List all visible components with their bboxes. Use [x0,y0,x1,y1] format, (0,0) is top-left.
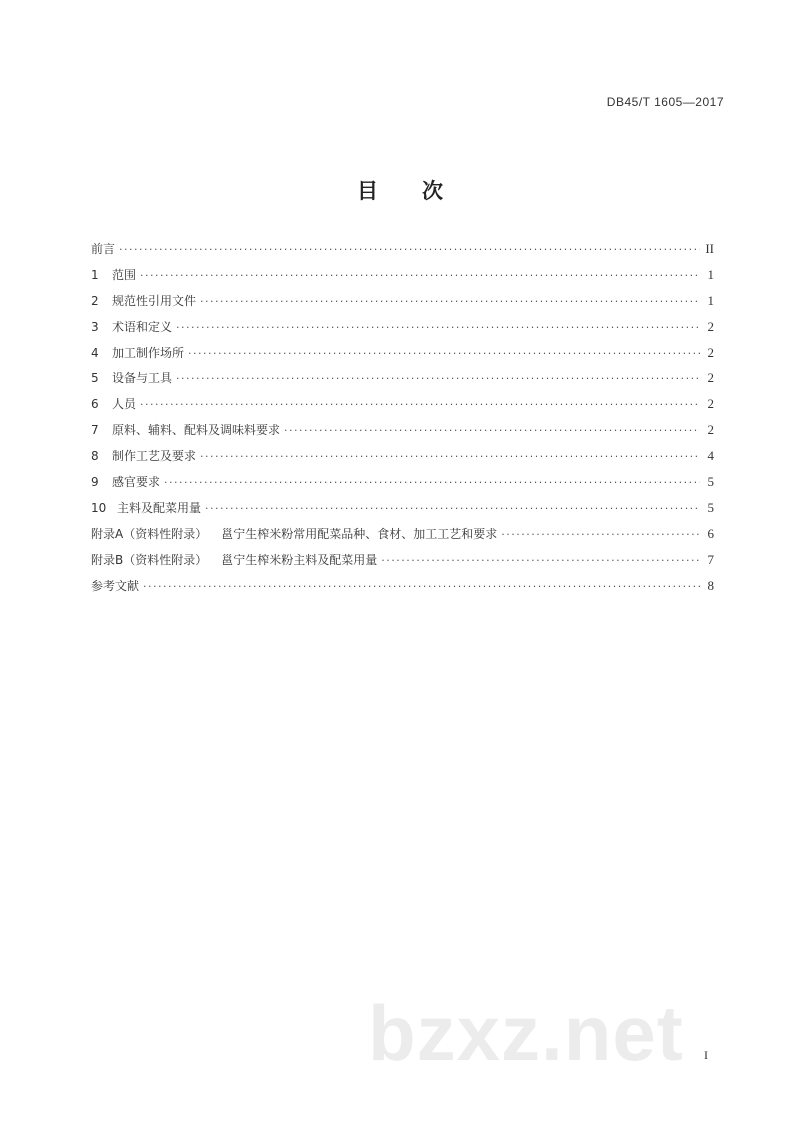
toc-entry-6[interactable] [91,395,714,421]
toc-leader-dots [140,398,700,411]
toc-leader-dots [176,321,700,334]
toc-entry-page: 1 [707,266,714,282]
toc-entry-9[interactable] [91,473,714,499]
toc-entry-5[interactable] [91,369,714,395]
table-of-contents [91,240,714,602]
toc-entry-4[interactable] [91,344,714,370]
toc-entry-number: 8 [91,449,99,464]
watermark-text: bzxz.net [368,989,684,1077]
toc-entry-label: 前言 [91,242,116,256]
toc-entry-10[interactable] [91,499,714,525]
toc-entry-page: 5 [707,474,714,490]
toc-entry-page: 1 [707,292,714,308]
page-number: I [704,1048,708,1062]
page-title-part-2: 次 [422,179,443,203]
toc-leader-dots [381,554,700,567]
toc-leader-dots [119,243,700,256]
toc-entry-3[interactable] [91,318,714,344]
toc-leader-dots [143,580,700,593]
toc-entry-number: 1 [91,267,99,282]
toc-entry-2[interactable] [91,292,714,318]
toc-entry-page: 5 [707,499,714,515]
toc-entry-label: 规范性引用文件 [112,293,197,308]
toc-entry-label: 制作工艺及要求 [112,449,197,464]
toc-leader-dots [200,295,700,308]
page-title-part-1: 目 [357,179,378,203]
toc-entry-page: 7 [707,551,714,567]
toc-leader-dots [176,372,700,385]
toc-leader-dots [164,476,700,489]
toc-entry-number: 10 [91,500,107,515]
toc-entry-page: 2 [707,370,714,386]
toc-entry-label: 人员 [112,397,137,412]
toc-entry-7[interactable] [91,421,714,447]
toc-entry-label: 范围 [112,267,137,282]
toc-leader-dots [501,528,700,541]
toc-leader-dots [188,347,700,360]
toc-leader-dots [200,450,700,463]
toc-entry-number: 9 [91,475,99,490]
toc-entry-label: 术语和定义 [112,319,173,334]
toc-entry-page: 2 [707,396,714,412]
toc-entry-number: 3 [91,319,99,334]
toc-entry-number: 2 [91,293,99,308]
toc-entry-label: 附录B（资料性附录） [91,552,208,567]
toc-entry-8[interactable] [91,447,714,473]
toc-leader-dots [205,502,700,515]
toc-entry-references[interactable] [91,577,714,603]
toc-entry-subtitle: 邕宁生榨米粉主料及配菜用量 [221,552,378,567]
toc-leader-dots [140,269,700,282]
toc-entry-foreword[interactable] [91,240,714,266]
toc-entry-number: 6 [91,397,99,412]
toc-entry-label: 原料、辅料、配料及调味料要求 [112,423,281,438]
toc-entry-label: 参考文献 [91,578,140,593]
toc-entry-label: 设备与工具 [112,371,173,386]
toc-entry-page: 8 [707,577,714,593]
toc-entry-number: 4 [91,345,99,360]
toc-entry-page: 2 [707,344,714,360]
toc-entry-page: 4 [707,448,714,464]
toc-entry-label: 附录A（资料性附录） [91,526,208,541]
toc-entry-label: 感官要求 [112,475,161,490]
toc-leader-dots [284,424,700,437]
document-code: DB45/T 1605—2017 [606,95,724,109]
toc-entry-label: 主料及配菜用量 [117,500,202,515]
page-title [0,175,800,205]
toc-entry-page: 6 [707,525,714,541]
toc-entry-appendix-b[interactable] [91,551,714,577]
toc-entry-1[interactable] [91,266,714,292]
toc-entry-appendix-a[interactable] [91,525,714,551]
toc-entry-number: 7 [91,423,99,438]
toc-entry-page: 2 [707,318,714,334]
toc-entry-page: II [705,241,714,256]
toc-entry-subtitle: 邕宁生榨米粉常用配菜品种、食材、加工工艺和要求 [221,526,498,541]
toc-entry-page: 2 [707,422,714,438]
toc-entry-number: 5 [91,371,99,386]
toc-entry-label: 加工制作场所 [112,345,185,360]
